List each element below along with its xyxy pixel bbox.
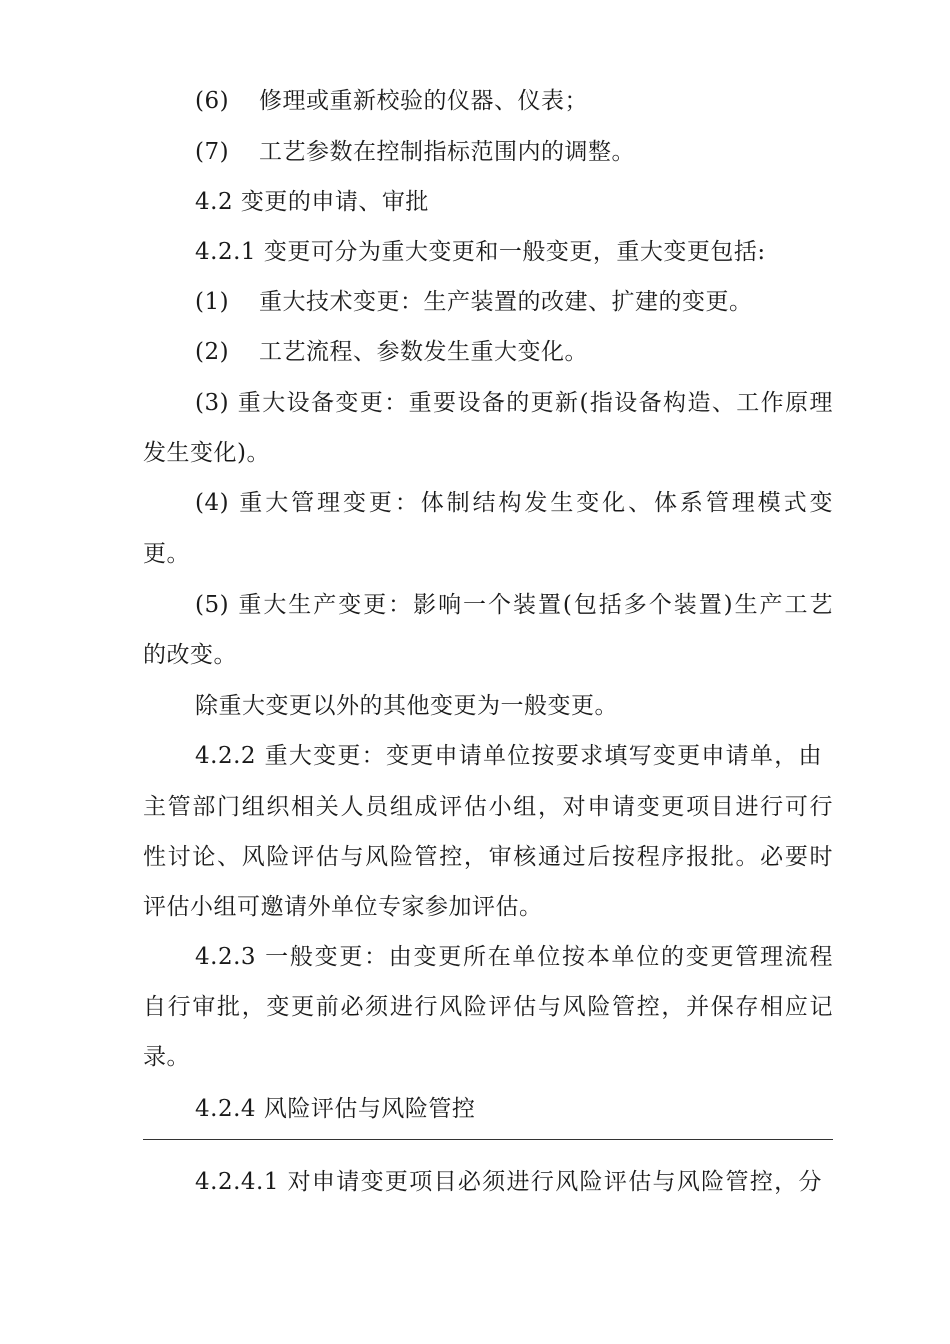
paragraph-item-3-line-2: 发生变化)。 <box>143 440 270 466</box>
paragraph-item-4-line-2: 更。 <box>143 541 190 567</box>
list-label: (1) <box>195 289 230 315</box>
paragraph-4-2-2-line-3: 性讨论、风险评估与风险管控，审核通过后按程序报批。必要时 <box>143 844 833 870</box>
paragraph-4-2-3-line-2: 自行审批，变更前必须进行风险评估与风险管控，并保存相应记 <box>143 994 833 1020</box>
list-text: 工艺参数在控制指标范围内的调整。 <box>259 139 635 165</box>
list-label: (6) <box>195 88 230 114</box>
section-heading-4-2: 4.2 变更的申请、审批 <box>195 189 429 215</box>
list-item-6 <box>195 86 588 116</box>
paragraph-4-2-2-line-4: 评估小组可邀请外单位专家参加评估。 <box>143 894 543 920</box>
section-heading-4-2-4: 4.2.4 风险评估与风险管控 <box>195 1096 476 1122</box>
paragraph-4-2-3-line-3: 录。 <box>143 1044 190 1070</box>
list-text: 修理或重新校验的仪器、仪表； <box>259 88 588 114</box>
paragraph-item-5-line-2: 的改变。 <box>143 642 237 668</box>
list-label: (7) <box>195 139 230 165</box>
paragraph-item-4-line-1: (4) 重大管理变更：体制结构发生变化、体系管理模式变 <box>195 490 833 516</box>
paragraph-4-2-2-line-2: 主管部门组织相关人员组成评估小组，对申请变更项目进行可行 <box>143 794 833 820</box>
list-item-1 <box>195 287 753 317</box>
horizontal-divider <box>143 1139 833 1140</box>
paragraph-4-2-3-line-1: 4.2.3 一般变更：由变更所在单位按本单位的变更管理流程 <box>195 944 833 970</box>
paragraph-item-5-line-1: (5) 重大生产变更：影响一个装置(包括多个装置)生产工艺 <box>195 592 833 618</box>
paragraph-4-2-4-1-line-1: 4.2.4.1 对申请变更项目必须进行风险评估与风险管控，分 <box>195 1169 822 1195</box>
list-item-7 <box>195 137 635 167</box>
list-text: 工艺流程、参数发生重大变化。 <box>259 339 588 365</box>
paragraph-general-change: 除重大变更以外的其他变更为一般变更。 <box>195 693 618 719</box>
paragraph-4-2-2-line-1: 4.2.2 重大变更：变更申请单位按要求填写变更申请单，由 <box>195 743 822 769</box>
list-label: (2) <box>195 339 230 365</box>
list-text: 重大技术变更：生产装置的改建、扩建的变更。 <box>259 289 753 315</box>
paragraph-4-2-1: 4.2.1 变更可分为重大变更和一般变更，重大变更包括: <box>195 239 766 265</box>
list-item-2 <box>195 337 588 367</box>
paragraph-item-3-line-1: (3) 重大设备变更：重要设备的更新(指设备构造、工作原理 <box>195 390 833 416</box>
